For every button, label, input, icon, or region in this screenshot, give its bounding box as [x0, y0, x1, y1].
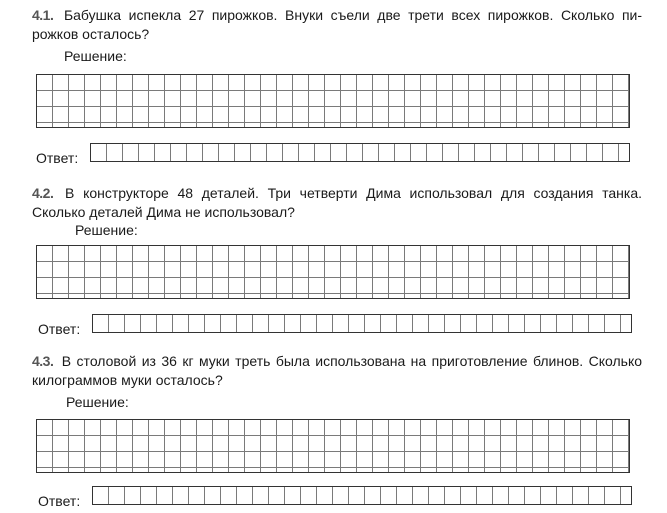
problem-text: В конструкторе 48 деталей. Три четверти Дима использовал для создания танка. Сколько деталей Дима не использовал? — [32, 185, 642, 220]
answer-label: Ответ: — [38, 493, 81, 509]
answer-label: Ответ: — [38, 321, 81, 337]
answer-cells[interactable] — [92, 314, 632, 333]
solution-label: Решение: — [66, 394, 129, 410]
problem-number: 4.2. — [32, 185, 54, 201]
problem-statement — [32, 184, 642, 222]
problem-text: В столовой из 36 кг муки треть была использована на приготовление блинов. Сколько килограммов муки осталось? — [32, 353, 643, 388]
problem-statement — [32, 352, 642, 390]
solution-label: Решение: — [75, 222, 138, 238]
problem-number: 4.1. — [32, 7, 54, 23]
answer-label: Ответ: — [36, 150, 79, 166]
solution-grid[interactable] — [36, 245, 630, 299]
solution-grid[interactable] — [36, 419, 630, 473]
problem-number: 4.3. — [32, 353, 54, 369]
problem-statement — [32, 6, 642, 44]
solution-label: Решение: — [64, 48, 127, 64]
solution-grid[interactable] — [36, 74, 630, 128]
problem-text: Бабушка испекла 27 пирожков. Внуки съели две трети всех пирожков. Сколько пи-рожков осталось? — [32, 7, 643, 42]
answer-cells[interactable] — [90, 143, 630, 162]
answer-cells[interactable] — [92, 486, 632, 505]
